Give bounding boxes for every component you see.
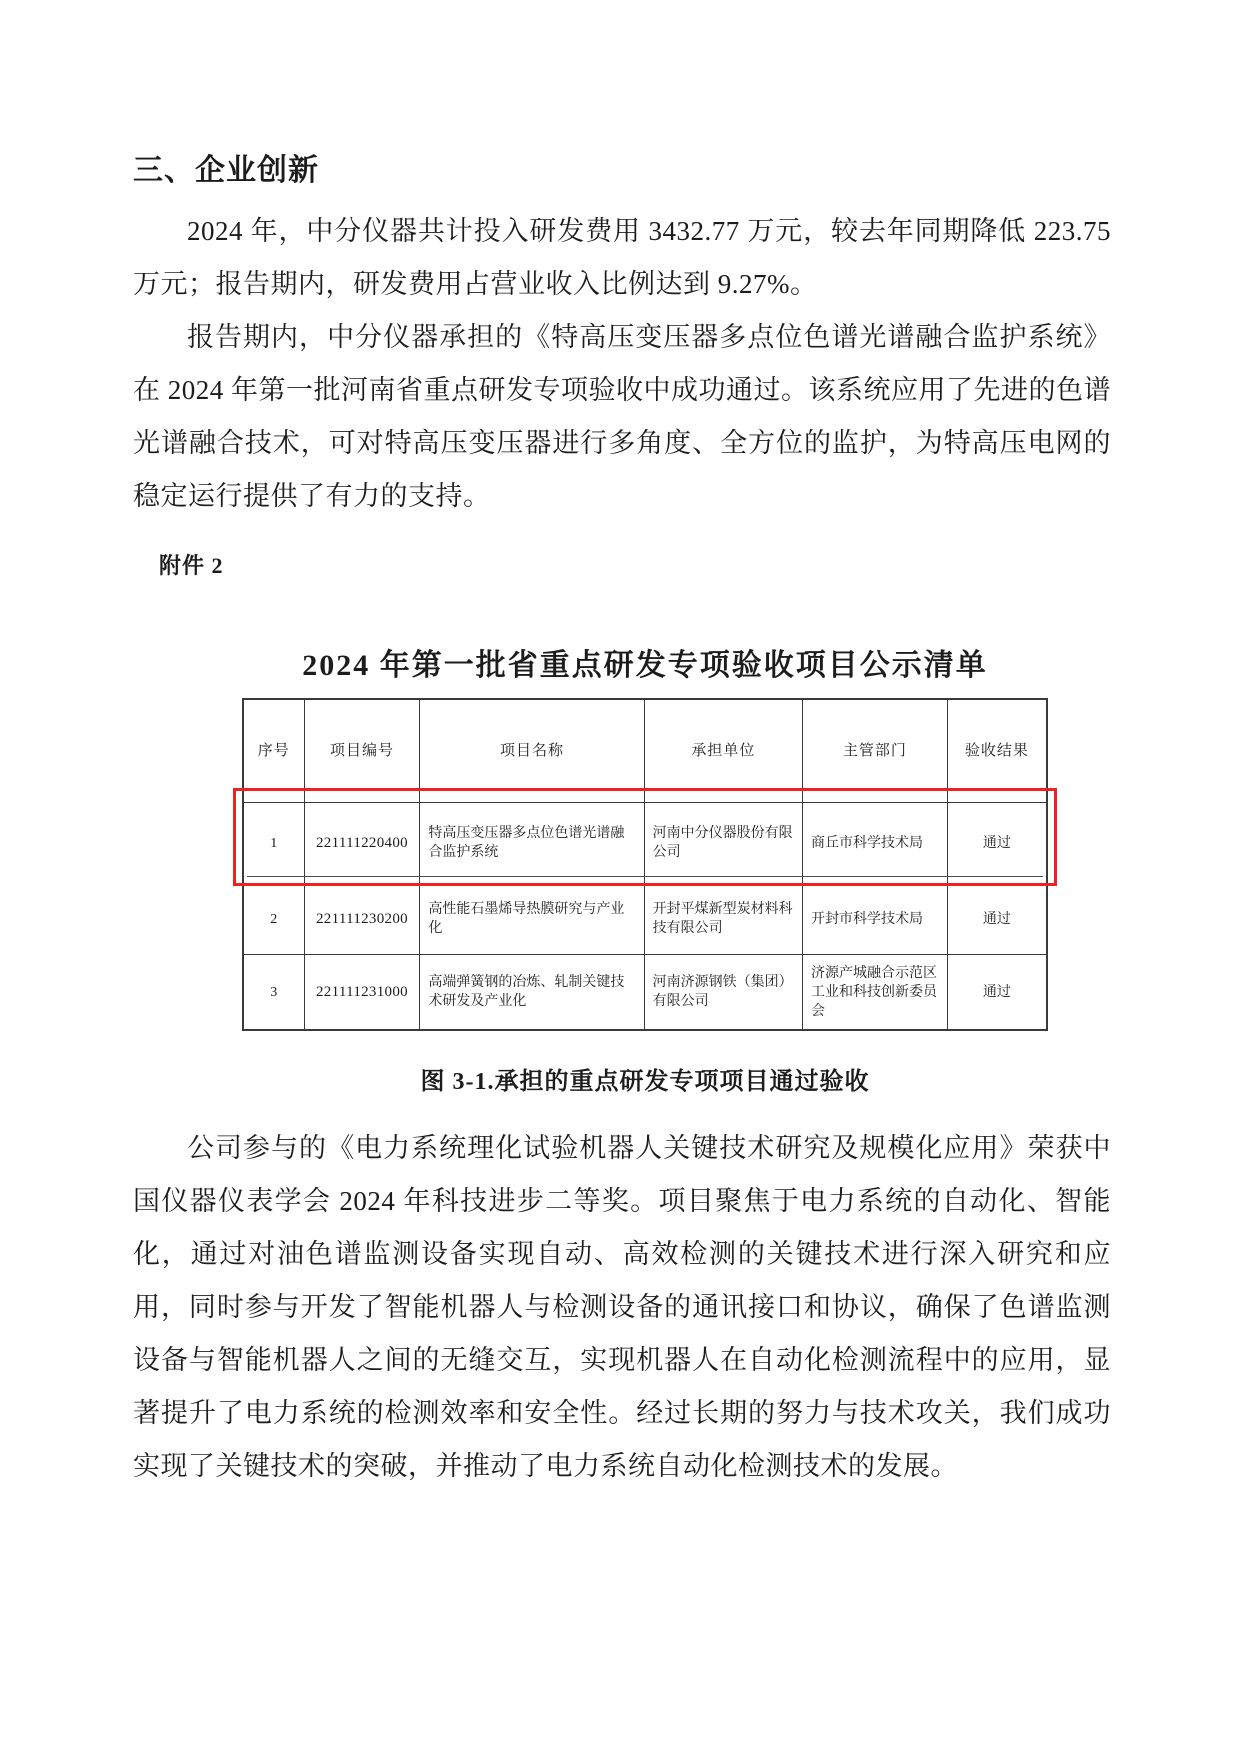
cell-acceptance-result: 通过 <box>947 884 1047 955</box>
header-acceptance-result: 验收结果 <box>947 699 1047 803</box>
cell-project-name: 高性能石墨烯导热膜研究与产业化 <box>420 884 644 955</box>
header-undertaking-unit: 承担单位 <box>644 699 802 803</box>
cell-index: 2 <box>243 884 304 955</box>
cell-competent-department: 商丘市科学技术局 <box>803 803 948 884</box>
header-project-name: 项目名称 <box>420 699 644 803</box>
table-title: 2024 年第一批省重点研发专项验收项目公示清单 <box>302 649 988 682</box>
cell-project-name: 高端弹簧钢的冶炼、轧制关键技术研发及产业化 <box>420 955 644 1031</box>
cell-competent-department: 济源产城融合示范区工业和科技创新委员会 <box>803 955 948 1031</box>
table-row-highlighted <box>243 803 1047 884</box>
figure-caption: 图 3-1.承担的重点研发专项项目通过验收 <box>420 1069 870 1095</box>
cell-index: 1 <box>243 803 304 884</box>
acceptance-project-table <box>242 698 1048 1031</box>
table-row <box>243 884 1047 955</box>
cell-undertaking-unit: 开封平煤新型炭材料科技有限公司 <box>644 884 802 955</box>
cell-competent-department: 开封市科学技术局 <box>803 884 948 955</box>
paragraph-project-acceptance: 报告期内，中分仪器承担的《特高压变压器多点位色谱光谱融合监护系统》在 2024 年第一批河南省重点研发专项验收中成功通过。该系统应用了先进的色谱光谱融合技术，可对特高压变压器进行多角度、全方位的监护，为特高压电网的稳定运行提供了有力的支持。 <box>133 322 1111 511</box>
header-project-number: 项目编号 <box>304 699 420 803</box>
cell-project-number: 221111220400 <box>304 803 420 884</box>
header-competent-department: 主管部门 <box>803 699 948 803</box>
attachment-label: 附件 2 <box>159 553 224 578</box>
cell-project-number: 221111230200 <box>304 884 420 955</box>
header-index: 序号 <box>243 699 304 803</box>
table-row <box>243 955 1047 1031</box>
cell-acceptance-result: 通过 <box>947 803 1047 884</box>
section-heading: 三、企业创新 <box>133 154 319 187</box>
cell-acceptance-result: 通过 <box>947 955 1047 1031</box>
table-header-row <box>243 699 1047 803</box>
cell-index: 3 <box>243 955 304 1031</box>
paragraph-award-robot: 公司参与的《电力系统理化试验机器人关键技术研究及规模化应用》荣获中国仪器仪表学会 2024 年科技进步二等奖。项目聚焦于电力系统的自动化、智能化，通过对油色谱监测设备实现自动、高效检测的关键技术进行深入研究和应用，同时参与开发了智能机器人与检测设备的通讯接口和协议，确保了色谱监测设备与智能机器人之间的无缝交互，实现机器人在自动化检测流程中的应用，显著提升了电力系统的检测效率和安全性。经过长期的努力与技术攻关，我们成功实现了关键技术的突破，并推动了电力系统自动化检测技术的发展。 <box>133 1133 1111 1481</box>
cell-undertaking-unit: 河南济源钢铁（集团）有限公司 <box>644 955 802 1031</box>
cell-project-number: 221111231000 <box>304 955 420 1031</box>
cell-project-name: 特高压变压器多点位色谱光谱融合监护系统 <box>420 803 644 884</box>
paragraph-rd-spending: 2024 年，中分仪器共计投入研发费用 3432.77 万元，较去年同期降低 223.75 万元；报告期内，研发费用占营业收入比例达到 9.27%。 <box>133 216 1111 299</box>
cell-undertaking-unit: 河南中分仪器股份有限公司 <box>644 803 802 884</box>
acceptance-table-block <box>242 640 1048 1096</box>
table-wrap <box>242 698 1048 1031</box>
